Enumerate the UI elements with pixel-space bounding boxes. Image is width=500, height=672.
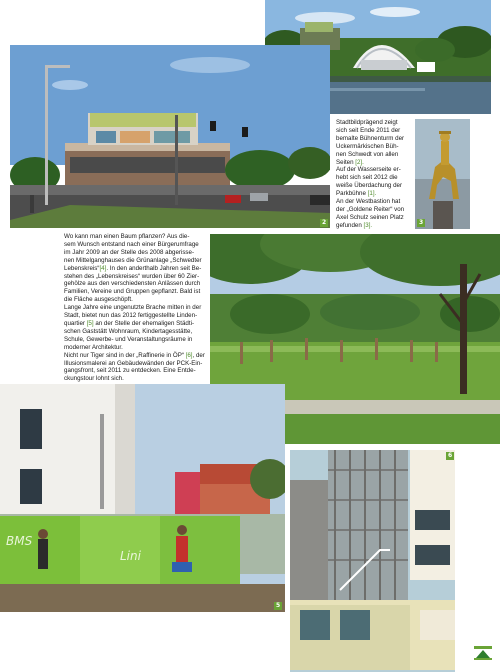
text-line: ckungstour lohnt sich. [64, 375, 124, 383]
text-fragment: gefunden [336, 221, 364, 229]
text-line: im Jahr 2009 an der Stelle des 2008 abgerisse- [64, 248, 195, 256]
text-fragment: an der Stelle der ehemaligen Städti- [93, 319, 195, 327]
text-fragment: Lebenskreis“ [64, 264, 100, 272]
photo-refinery [290, 450, 455, 672]
text-line: weiße Überdachung der [336, 182, 403, 190]
publisher-logo [474, 646, 492, 660]
text-fragment: . In den anderthalb Jahren seit Be- [106, 264, 202, 272]
text-left-column [64, 233, 209, 383]
text-line: sem Wunsch entstand nach einer Bürgerumfrage [64, 240, 199, 248]
text-line: die Fläche ausgeschöpft. [64, 296, 133, 304]
photo-badge: 3 [419, 219, 424, 226]
text-line: Lange Jahre eine ungenutzte Brache mitten in der [64, 304, 202, 312]
text-line: Schule, Gewerbe- und Veranstaltungsräume in [64, 335, 193, 343]
reference-link: [5] [86, 319, 94, 327]
text-fragment: Seiten [336, 158, 356, 166]
text-line [64, 352, 209, 360]
text-line: sich seit Ende 2011 der [336, 126, 401, 134]
text-right-column [336, 119, 414, 230]
reference-link: [2]. [355, 158, 364, 166]
text-line: Illusionsmalerei an Gebäudewänden der PCK-Ein- [64, 359, 203, 367]
text-line: moderner Architektur. [64, 343, 123, 351]
text-line: stehen des „Lebenskreises“ wurden über 60 Zier- [64, 272, 200, 280]
mural-text: Lini [120, 549, 141, 563]
text-line [336, 222, 414, 230]
text-line: Auf der Wasserseite er- [336, 166, 401, 174]
text-line: gehölze aus den verschiedensten Anlässen durch [64, 280, 201, 288]
text-line [64, 320, 209, 328]
text-line: gangsfront, seit 2011 zu entdecken. Eine Entde- [64, 367, 196, 375]
mural-text: BMS [6, 534, 33, 548]
text-fragment: , der [192, 351, 205, 359]
photo-lindenquartier-mural [0, 384, 285, 612]
text-line: nen Schwedt von allen [336, 150, 399, 158]
text-fragment: quartier [64, 319, 87, 327]
reference-link: [6] [185, 351, 193, 359]
reference-link: [3]. [363, 221, 373, 229]
text-line: Stadtbildprägend zeigt [336, 119, 398, 126]
photo-theater-building [10, 45, 330, 228]
text-line: der „Goldene Reiter“ von [336, 205, 405, 213]
text-line [336, 190, 414, 198]
photo-badge: 6 [448, 452, 453, 459]
photo-golden-rider [415, 119, 470, 229]
reference-link: [4] [99, 264, 107, 272]
photo-badge: 5 [276, 602, 281, 609]
reference-link: [1]. [367, 190, 377, 198]
text-line [64, 265, 209, 273]
text-line: nen Mittelganghauses die Grünanlage „Schwedter [64, 256, 202, 264]
text-line: Familien, Vereine und Gruppen gepflanzt. Bald ist [64, 288, 201, 296]
text-line: schen Gaststätt Wohnraum, Kindertagesstätte, [64, 327, 193, 335]
text-line [336, 159, 414, 167]
text-fragment: Parkbühne [336, 190, 368, 198]
text-line: An der Westbastion hat [336, 198, 401, 206]
text-line: Uckermärkischen Büh- [336, 142, 399, 150]
text-line: hebt sich seit 2012 die [336, 174, 398, 182]
photo-badge: 2 [322, 219, 327, 226]
text-line: bemalte Bühnenturm der [336, 134, 405, 142]
text-fragment: Nicht nur Tiger sind in der „Raffinerie in ÖP“ [64, 351, 186, 359]
text-line: Wo kann man einen Baum pflanzen? Aus die- [64, 233, 190, 240]
text-line: Stadt, bietet nun das 2012 fertiggestellte Linden- [64, 312, 198, 320]
text-line: Axel Schulz seinen Platz [336, 213, 404, 221]
